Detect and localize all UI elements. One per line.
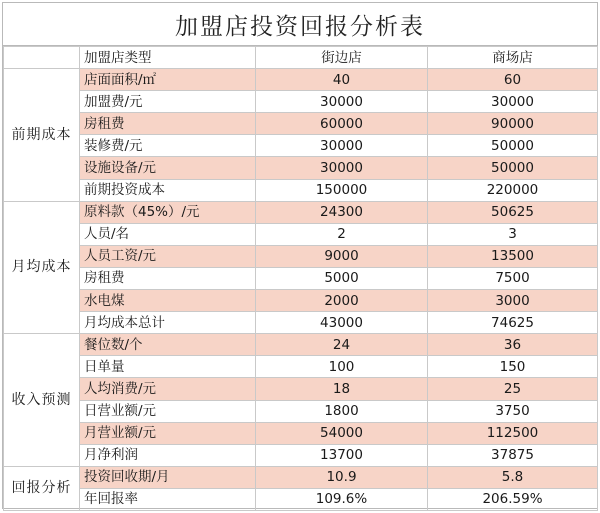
cell-street: 60000 (256, 113, 428, 135)
table-row (4, 334, 598, 356)
row-label: 加盟费/元 (80, 91, 256, 113)
row-label: 装修费/元 (80, 135, 256, 157)
cell-mall: 74625 (428, 312, 598, 334)
analysis-table (3, 46, 598, 511)
cell-mall: 206.59% (428, 488, 598, 510)
cell-mall: 60 (428, 69, 598, 91)
table-row (4, 444, 598, 466)
table-row (4, 179, 598, 201)
cell-street: 109.6% (256, 488, 428, 510)
row-label: 人员/名 (80, 223, 256, 245)
row-label: 月净利润 (80, 444, 256, 466)
cell-mall: 37875 (428, 444, 598, 466)
cell-mall: 5.8 (428, 466, 598, 488)
table-row (4, 290, 598, 312)
row-label: 原料款（45%）/元 (80, 201, 256, 223)
table-row (4, 157, 598, 179)
table-row (4, 400, 598, 422)
cell-mall: 13500 (428, 245, 598, 267)
cell-mall: 50000 (428, 135, 598, 157)
row-label: 房租费 (80, 267, 256, 289)
cell-mall: 50625 (428, 201, 598, 223)
table-row (4, 378, 598, 400)
cell-mall: 3 (428, 223, 598, 245)
cell-street: 9000 (256, 245, 428, 267)
cell-street: 5000 (256, 267, 428, 289)
cell-street: 43000 (256, 312, 428, 334)
table-row (4, 245, 598, 267)
section-label: 月均成本 (4, 201, 80, 334)
table-row (4, 113, 598, 135)
cell-mall: 150 (428, 356, 598, 378)
cell-street: 150000 (256, 179, 428, 201)
row-label: 月均成本总计 (80, 312, 256, 334)
sheet-title: 加盟店投资回报分析表 (3, 3, 597, 46)
row-label: 房租费 (80, 113, 256, 135)
table-row (4, 312, 598, 334)
header-col-mall: 商场店 (428, 47, 598, 69)
cell-street: 30000 (256, 157, 428, 179)
section-label: 回报分析 (4, 466, 80, 510)
cell-street: 30000 (256, 91, 428, 113)
cell-street: 18 (256, 378, 428, 400)
cell-street: 24 (256, 334, 428, 356)
cell-mall: 50000 (428, 157, 598, 179)
table-row (4, 488, 598, 510)
cell-mall: 220000 (428, 179, 598, 201)
row-label: 月营业额/元 (80, 422, 256, 444)
cell-street: 40 (256, 69, 428, 91)
table-row (4, 356, 598, 378)
table-row (4, 91, 598, 113)
header-label: 加盟店类型 (80, 47, 256, 69)
spreadsheet (2, 2, 598, 509)
row-label: 水电煤 (80, 290, 256, 312)
cell-mall: 3750 (428, 400, 598, 422)
cell-street: 54000 (256, 422, 428, 444)
cell-mall: 7500 (428, 267, 598, 289)
row-label: 日单量 (80, 356, 256, 378)
cell-street: 13700 (256, 444, 428, 466)
table-row (4, 466, 598, 488)
table-row (4, 223, 598, 245)
cell-mall: 30000 (428, 91, 598, 113)
row-label: 餐位数/个 (80, 334, 256, 356)
cell-mall: 25 (428, 378, 598, 400)
cell-street: 24300 (256, 201, 428, 223)
cell-mall: 112500 (428, 422, 598, 444)
cell-street: 2 (256, 223, 428, 245)
cell-mall: 36 (428, 334, 598, 356)
section-label: 前期成本 (4, 69, 80, 202)
table-row (4, 267, 598, 289)
row-label: 人均消费/元 (80, 378, 256, 400)
table-row (4, 135, 598, 157)
row-label: 设施设备/元 (80, 157, 256, 179)
row-label: 日营业额/元 (80, 400, 256, 422)
cell-street: 100 (256, 356, 428, 378)
row-label: 人员工资/元 (80, 245, 256, 267)
row-label: 投资回收期/月 (80, 466, 256, 488)
table-row (4, 69, 598, 91)
cell-street: 2000 (256, 290, 428, 312)
header-row (4, 47, 598, 69)
corner-cell (4, 47, 80, 69)
row-label: 年回报率 (80, 488, 256, 510)
table-row (4, 201, 598, 223)
cell-mall: 3000 (428, 290, 598, 312)
row-label: 前期投资成本 (80, 179, 256, 201)
header-col-street: 街边店 (256, 47, 428, 69)
cell-street: 30000 (256, 135, 428, 157)
table-row (4, 422, 598, 444)
row-label: 店面面积/㎡ (80, 69, 256, 91)
cell-mall: 90000 (428, 113, 598, 135)
cell-street: 1800 (256, 400, 428, 422)
cell-street: 10.9 (256, 466, 428, 488)
section-label: 收入预测 (4, 334, 80, 467)
